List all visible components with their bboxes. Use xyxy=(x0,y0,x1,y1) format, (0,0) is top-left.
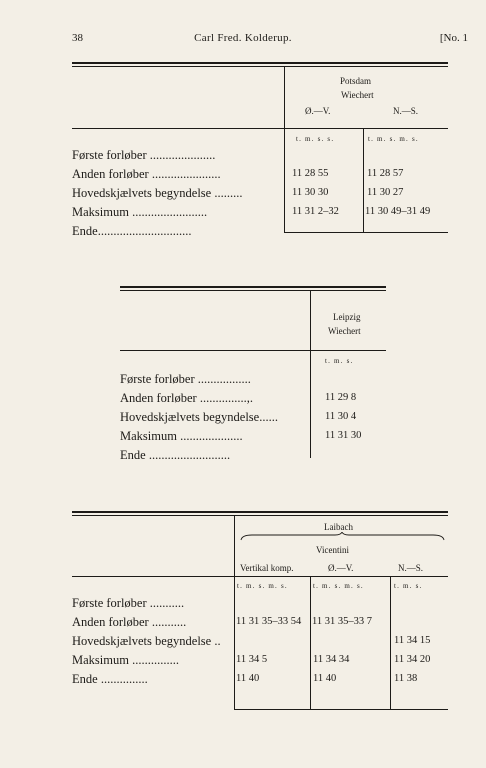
laibach-r5-ew: 11 40 xyxy=(313,673,337,684)
row-label-main: Hovedskjælvets begyndelse...... xyxy=(120,410,278,424)
row-label-main: Hovedskjælvets begyndelse ......... xyxy=(72,186,243,200)
laibach-instrument: Vicentini xyxy=(316,545,349,555)
leipzig-unit: t. m. s. xyxy=(325,357,354,365)
laibach-unit-ns: t. m. s. xyxy=(394,582,423,590)
row-label-first: Første forløber ................. xyxy=(120,372,251,386)
potsdam-col-ns: N.—S. xyxy=(393,106,419,116)
potsdam-r4-ew: 11 31 2–32 xyxy=(292,206,339,217)
leipzig-instrument: Wiechert xyxy=(328,326,361,336)
laibach-r5-vert: 11 40 xyxy=(236,673,260,684)
laibach-r4-ew: 11 34 34 xyxy=(313,654,350,665)
row-label-main: Hovedskjælvets begyndelse .. xyxy=(72,634,221,648)
potsdam-r2-ew: 11 28 55 xyxy=(292,168,329,179)
row-label-end: Ende.............................. xyxy=(72,224,192,238)
potsdam-instrument: Wiechert xyxy=(341,90,374,100)
brace-icon xyxy=(240,532,445,542)
leipzig-station: Leipzig xyxy=(333,312,361,322)
row-label-end: Ende .......................... xyxy=(120,448,231,462)
laibach-col-ns: N.—S. xyxy=(398,563,424,573)
laibach-station: Laibach xyxy=(324,522,353,532)
laibach-col-ew: Ø.—V. xyxy=(328,563,354,573)
potsdam-r3-ns: 11 30 27 xyxy=(367,187,404,198)
row-label-max: Maksimum .................... xyxy=(120,429,243,443)
laibach-r3-ns: 11 34 15 xyxy=(394,635,431,646)
laibach-r4-ns: 11 34 20 xyxy=(394,654,431,665)
row-label-max: Maksimum ........................ xyxy=(72,205,208,219)
laibach-unit-vert: t. m. s. m. s. xyxy=(237,582,288,590)
row-label-second: Anden forløber ...............,. xyxy=(120,391,253,405)
section-number: [No. 1 xyxy=(439,32,468,44)
potsdam-unit-ns: t. m. s. m. s. xyxy=(368,135,419,143)
leipzig-r2: 11 29 8 xyxy=(325,392,357,403)
potsdam-station: Potsdam xyxy=(340,76,372,86)
potsdam-col-ew: Ø.—V. xyxy=(305,106,331,116)
leipzig-r3: 11 30 4 xyxy=(325,411,357,422)
laibach-r2-ew: 11 31 35–33 7 xyxy=(312,616,372,627)
row-label-second: Anden forløber ...................... xyxy=(72,167,221,181)
running-title: Carl Fred. Kolderup. xyxy=(194,32,292,44)
page-number: 38 xyxy=(72,32,83,44)
row-label-first: Første forløber ........... xyxy=(72,596,185,610)
row-label-max: Maksimum ............... xyxy=(72,653,179,667)
row-label-first: Første forløber ..................... xyxy=(72,148,216,162)
potsdam-r3-ew: 11 30 30 xyxy=(292,187,329,198)
row-label-second: Anden forløber ........... xyxy=(72,615,187,629)
laibach-col-vert: Vertikal komp. xyxy=(240,563,294,573)
row-label-end: Ende ............... xyxy=(72,672,148,686)
laibach-r2-vert: 11 31 35–33 54 xyxy=(236,616,302,627)
potsdam-r4-ns: 11 30 49–31 49 xyxy=(365,206,431,217)
laibach-r4-vert: 11 34 5 xyxy=(236,654,268,665)
laibach-r5-ns: 11 38 xyxy=(394,673,418,684)
potsdam-unit-ew: t. m. s. s. xyxy=(296,135,335,143)
potsdam-r2-ns: 11 28 57 xyxy=(367,168,404,179)
leipzig-r4: 11 31 30 xyxy=(325,430,362,441)
laibach-unit-ew: t. m. s. m. s. xyxy=(313,582,364,590)
